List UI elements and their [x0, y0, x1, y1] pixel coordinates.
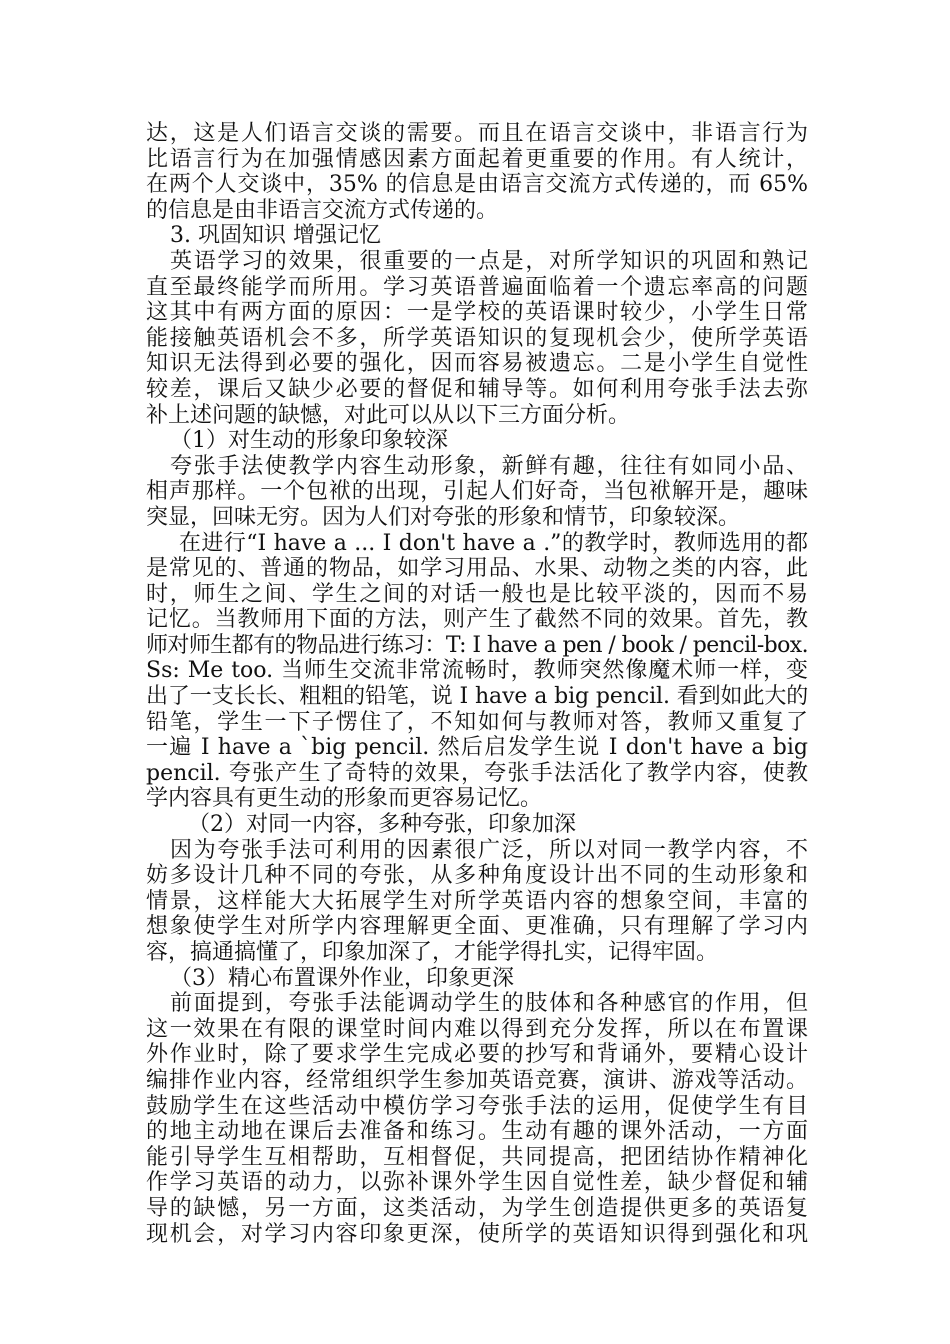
text-line: 是常见的、普通的物品，如学习用品、水果、动物之类的内容，此 [146, 556, 808, 582]
text-line: 这一效果在有限的课堂时间内难以得到充分发挥，所以在布置课 [146, 1016, 808, 1042]
heading-text: （3）精心布置课外作业，印象更深 [170, 965, 514, 991]
text-line: 在进行“I have a ... I don't have a .”的教学时，教师选用的都 [179, 530, 808, 556]
text-line: 这其中有两方面的原因：一是学校的英语课时较少，小学生日常 [146, 300, 808, 326]
text-line: 外作业时，除了要求学生完成必要的抄写和背诵外，要精心设计 [146, 1042, 808, 1068]
section-heading-3 [146, 223, 808, 249]
text-line: 铅笔，学生一下子愣住了，不知如何与教师对答，教师又重复了 [146, 709, 808, 735]
subheading-2 [146, 812, 808, 838]
text-line: 能引导学生互相帮助，互相督促，共同提高，把团结协作精神化 [146, 1144, 808, 1170]
text-line: 补上述问题的缺憾，对此可以从以下三方面分析。 [146, 402, 631, 428]
text-line: 时，师生之间、学生之间的对话一般也是比较平淡的，因而不易 [146, 581, 808, 607]
text-line: 知识无法得到必要的强化，因而容易被遗忘。二是小学生自觉性 [146, 351, 808, 377]
text-line: 较差，课后又缺少必要的督促和辅导等。如何利用夸张手法去弥 [146, 376, 808, 402]
document-page [146, 121, 808, 1247]
text-line: 现机会，对学习内容印象更深，使所学的英语知识得到强化和巩 [146, 1221, 808, 1247]
paragraph-intro-continuation [146, 121, 808, 223]
subheading-3 [146, 966, 808, 992]
paragraph-vivid-images [146, 454, 808, 531]
text-line: 直至最终能学而所用。学习英语普遍面临着一个遗忘率高的问题 [146, 274, 808, 300]
text-line: 相声那样。一个包袱的出现，引起人们好奇，当包袱解开是，趣味 [146, 479, 808, 505]
text-line: 想象使学生对所学内容理解更全面、更准确，只有理解了学习内 [146, 914, 808, 940]
text-line: 学内容具有更生动的形象而更容易记忆。 [146, 786, 543, 812]
text-line: 师对师生都有的物品进行练习：T: I have a pen / book / pencil-box. [146, 632, 808, 658]
heading-text: （1）对生动的形象印象较深 [170, 428, 448, 454]
text-line: 情景，这样能大大拓展学生对所学英语内容的想象空间，丰富的 [146, 888, 808, 914]
text-line: 夸张手法使教学内容生动形象，新鲜有趣，往往有如同小品、 [170, 453, 808, 479]
text-line: pencil. 夸张产生了奇特的效果，夸张手法活化了教学内容，使教 [146, 760, 808, 786]
paragraph-multiple-exaggerations [146, 838, 808, 966]
text-line: 比语言行为在加强情感因素方面起着更重要的作用。有人统计， [146, 146, 808, 172]
text-line: 导的缺憾，另一方面，这类活动，为学生创造提供更多的英语复 [146, 1195, 808, 1221]
text-line: 出了一支长长、粗粗的铅笔，说 I have a big pencil. 看到如此大的 [146, 684, 809, 710]
text-line: 的信息是由非语言交流方式传递的。 [146, 197, 499, 223]
paragraph-teaching-example [146, 531, 808, 813]
paragraph-consolidate-knowledge [146, 249, 808, 428]
text-line: 一遍 I have a `big pencil. 然后启发学生说 I don't have a big [146, 735, 808, 761]
text-line: 英语学习的效果，很重要的一点是，对所学知识的巩固和熟记 [170, 248, 808, 274]
subheading-1 [146, 428, 808, 454]
text-line: 作学习英语的动力，以弥补课外学生因自觉性差，缺少督促和辅 [146, 1170, 808, 1196]
paragraph-homework [146, 991, 808, 1247]
text-line: 因为夸张手法可利用的因素很广泛，所以对同一教学内容，不 [170, 837, 808, 863]
text-line: 能接触英语机会不多，所学英语知识的复现机会少，使所学英语 [146, 325, 808, 351]
text-line: 的地主动地在课后去准备和练习。生动有趣的课外活动，一方面 [146, 1119, 808, 1145]
text-line: Ss: Me too. 当师生交流非常流畅时，教师突然像魔术师一样，变 [146, 658, 808, 684]
text-line: 妨多设计几种不同的夸张，从多种角度设计出不同的生动形象和 [146, 863, 808, 889]
text-line: 编排作业内容，经常组织学生参加英语竞赛，演讲、游戏等活动。 [146, 1067, 808, 1093]
text-line: 前面提到，夸张手法能调动学生的肢体和各种感官的作用，但 [170, 991, 808, 1017]
text-line: 达，这是人们语言交谈的需要。而且在语言交谈中，非语言行为 [146, 121, 808, 146]
text-line: 突显，回味无穷。因为人们对夸张的形象和情节，印象较深。 [146, 504, 741, 530]
text-line: 记忆。当教师用下面的方法，则产生了截然不同的效果。首先，教 [146, 607, 808, 633]
text-line: 容，搞通搞懂了，印象加深了，才能学得扎实，记得牢固。 [146, 940, 719, 965]
heading-text: （2）对同一内容，多种夸张，印象加深 [188, 812, 576, 838]
heading-text: 3. 巩固知识 增强记忆 [170, 223, 381, 249]
text-line: 在两个人交谈中，35% 的信息是由语言交流方式传递的，而 65% [146, 172, 808, 198]
text-line: 鼓励学生在这些活动中模仿学习夸张手法的运用，促使学生有目 [146, 1093, 808, 1119]
